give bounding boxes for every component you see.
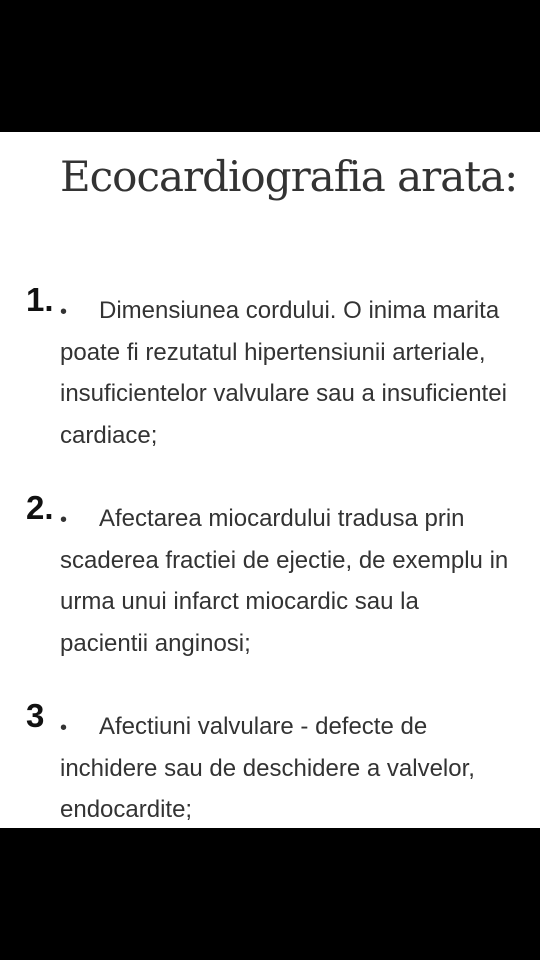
article-title: Ecocardiografia arata: — [60, 152, 518, 201]
bullet-icon: • — [60, 717, 68, 739]
item-number: 1. — [26, 281, 54, 318]
item-text: Dimensiunea cordului. O inima marita poate fi rezutatul hipertensiunii arteriale, insuficientelor valvulare sau a insuficientei cardiace; — [60, 297, 507, 449]
bullet-icon: • — [60, 301, 68, 323]
item-text: Afectarea miocardului tradusa prin scaderea fractiei de ejectie, de exemplu in urma unui infarct miocardic sau la pacientii anginosi; — [60, 505, 509, 657]
bullet-icon: • — [60, 509, 68, 531]
bottom-letterbox — [0, 828, 540, 960]
top-letterbox — [0, 0, 540, 132]
article-screenshot — [0, 132, 540, 828]
item-text: Afectiuni valvulare - defecte de inchidere sau de deschidere a valvelor, endocardite; — [60, 713, 475, 823]
item-number: 2. — [26, 489, 54, 526]
item-number: 3 — [26, 697, 45, 734]
